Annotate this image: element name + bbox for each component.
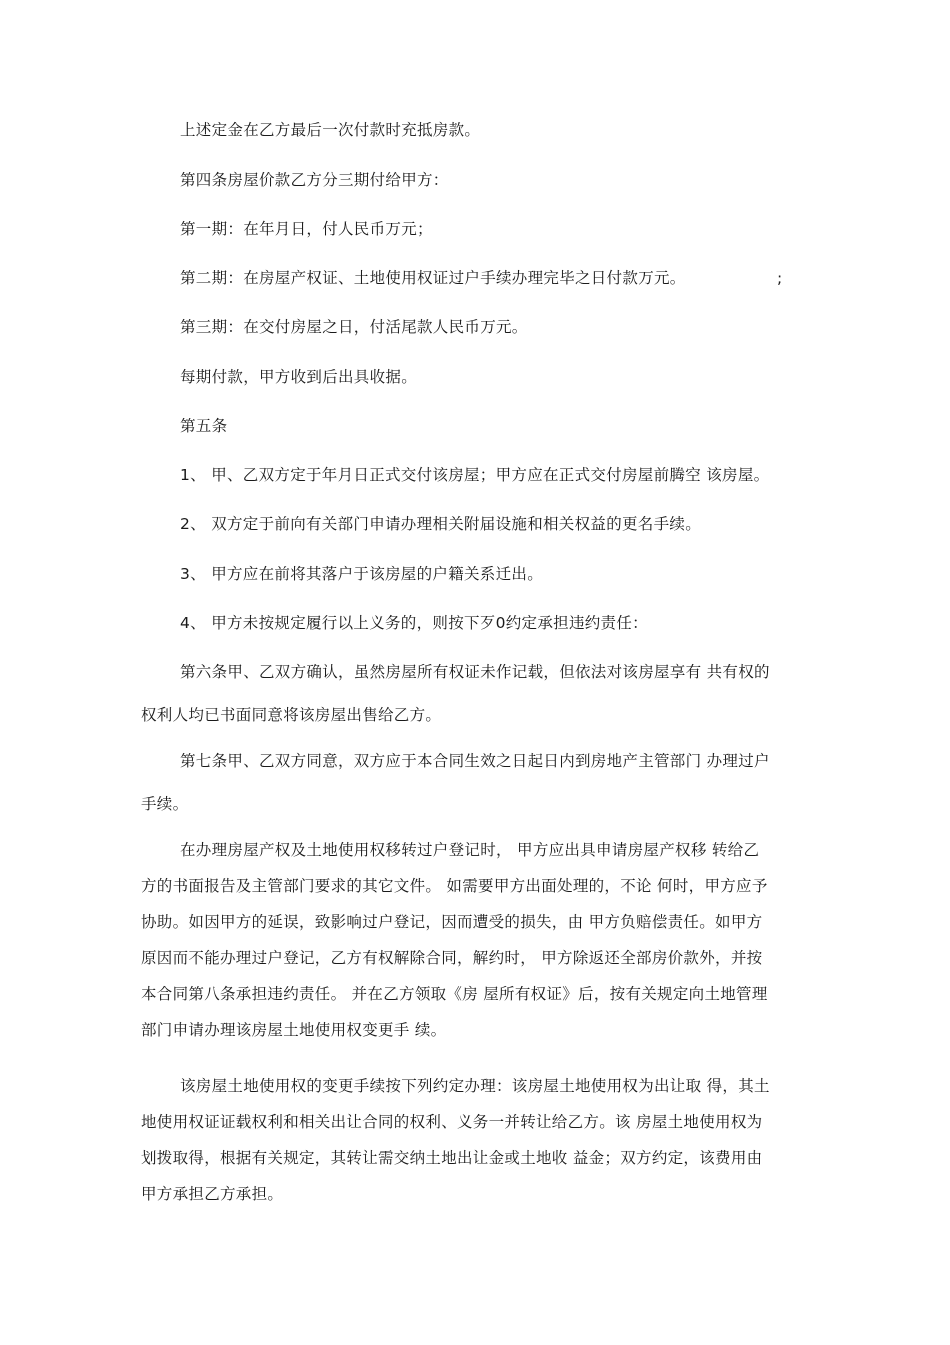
text-line: 第七条甲、乙双方同意，双方应于本合同生效之日起日内到房地产主管部门 办理过户 [180, 752, 770, 770]
list-item: 4、 甲方未按规定履行以上义务的，则按下歹0约定承担违约责任： [180, 614, 648, 632]
list-item: 1、 甲、乙双方定于年月日正式交付该房屋；甲方应在正式交付房屋前腾空 该房屋。 [180, 466, 770, 484]
text-line: 第三期：在交付房屋之日，付活尾款人民币万元。 [180, 318, 528, 336]
text-line: 原因而不能办理过户登记，乙方有权解除合同，解约时， 甲方除返还全部房价款外，并按 [141, 949, 763, 967]
stray-semicolon: ; [777, 269, 783, 287]
text-line: 上述定金在乙方最后一次付款时充抵房款。 [180, 121, 481, 139]
text-line: 第二期：在房屋产权证、土地使用权证过户手续办理完毕之日付款万元。 [180, 269, 686, 287]
text-line: 地使用权证证载权利和相关出让合同的权利、义务一并转让给乙方。该 房屋土地使用权为 [141, 1113, 763, 1131]
text-line: 第四条房屋价款乙方分三期付给甲方： [180, 171, 449, 189]
text-line: 第六条甲、乙双方确认，虽然房屋所有权证未作记载，但依法对该房屋享有 共有权的 [180, 663, 770, 681]
text-line: 本合同第八条承担违约责任。 并在乙方领取《房 屋所有权证》后，按有关规定向土地管理 [141, 985, 768, 1003]
text-line: 方的书面报告及主管部门要求的其它文件。 如需要甲方出面处理的，不论 何时，甲方应予 [141, 877, 768, 895]
text-line: 划拨取得，根据有关规定，其转让需交纳土地出让金或土地收 益金；双方约定，该费用由 [141, 1149, 763, 1167]
text-line: 甲方承担乙方承担。 [141, 1185, 284, 1203]
text-line: 第五条 [180, 417, 228, 435]
list-item: 3、 甲方应在前将其落户于该房屋的户籍关系迁出。 [180, 565, 543, 583]
list-item: 2、 双方定于前向有关部门申请办理相关附届设施和相关权益的更名手续。 [180, 515, 701, 533]
text-line: 权利人均已书面同意将该房屋出售给乙方。 [141, 706, 442, 724]
text-line: 协助。如因甲方的延误，致影响过户登记，因而遭受的损失，由 甲方负赔偿责任。如甲方 [141, 913, 763, 931]
text-line: 第一期：在年月日，付人民币万元； [180, 220, 433, 238]
text-line: 部门申请办理该房屋土地使用权变更手 续。 [141, 1021, 447, 1039]
text-line: 在办理房屋产权及土地使用权移转过户登记时， 甲方应出具申请房屋产权移 转给乙 [180, 841, 760, 859]
text-line: 每期付款，甲方收到后出具收据。 [180, 368, 418, 386]
text-line: 该房屋土地使用权的变更手续按下列约定办理：该房屋土地使用权为出让取 得，其土 [180, 1077, 770, 1095]
text-line: 手续。 [141, 795, 189, 813]
